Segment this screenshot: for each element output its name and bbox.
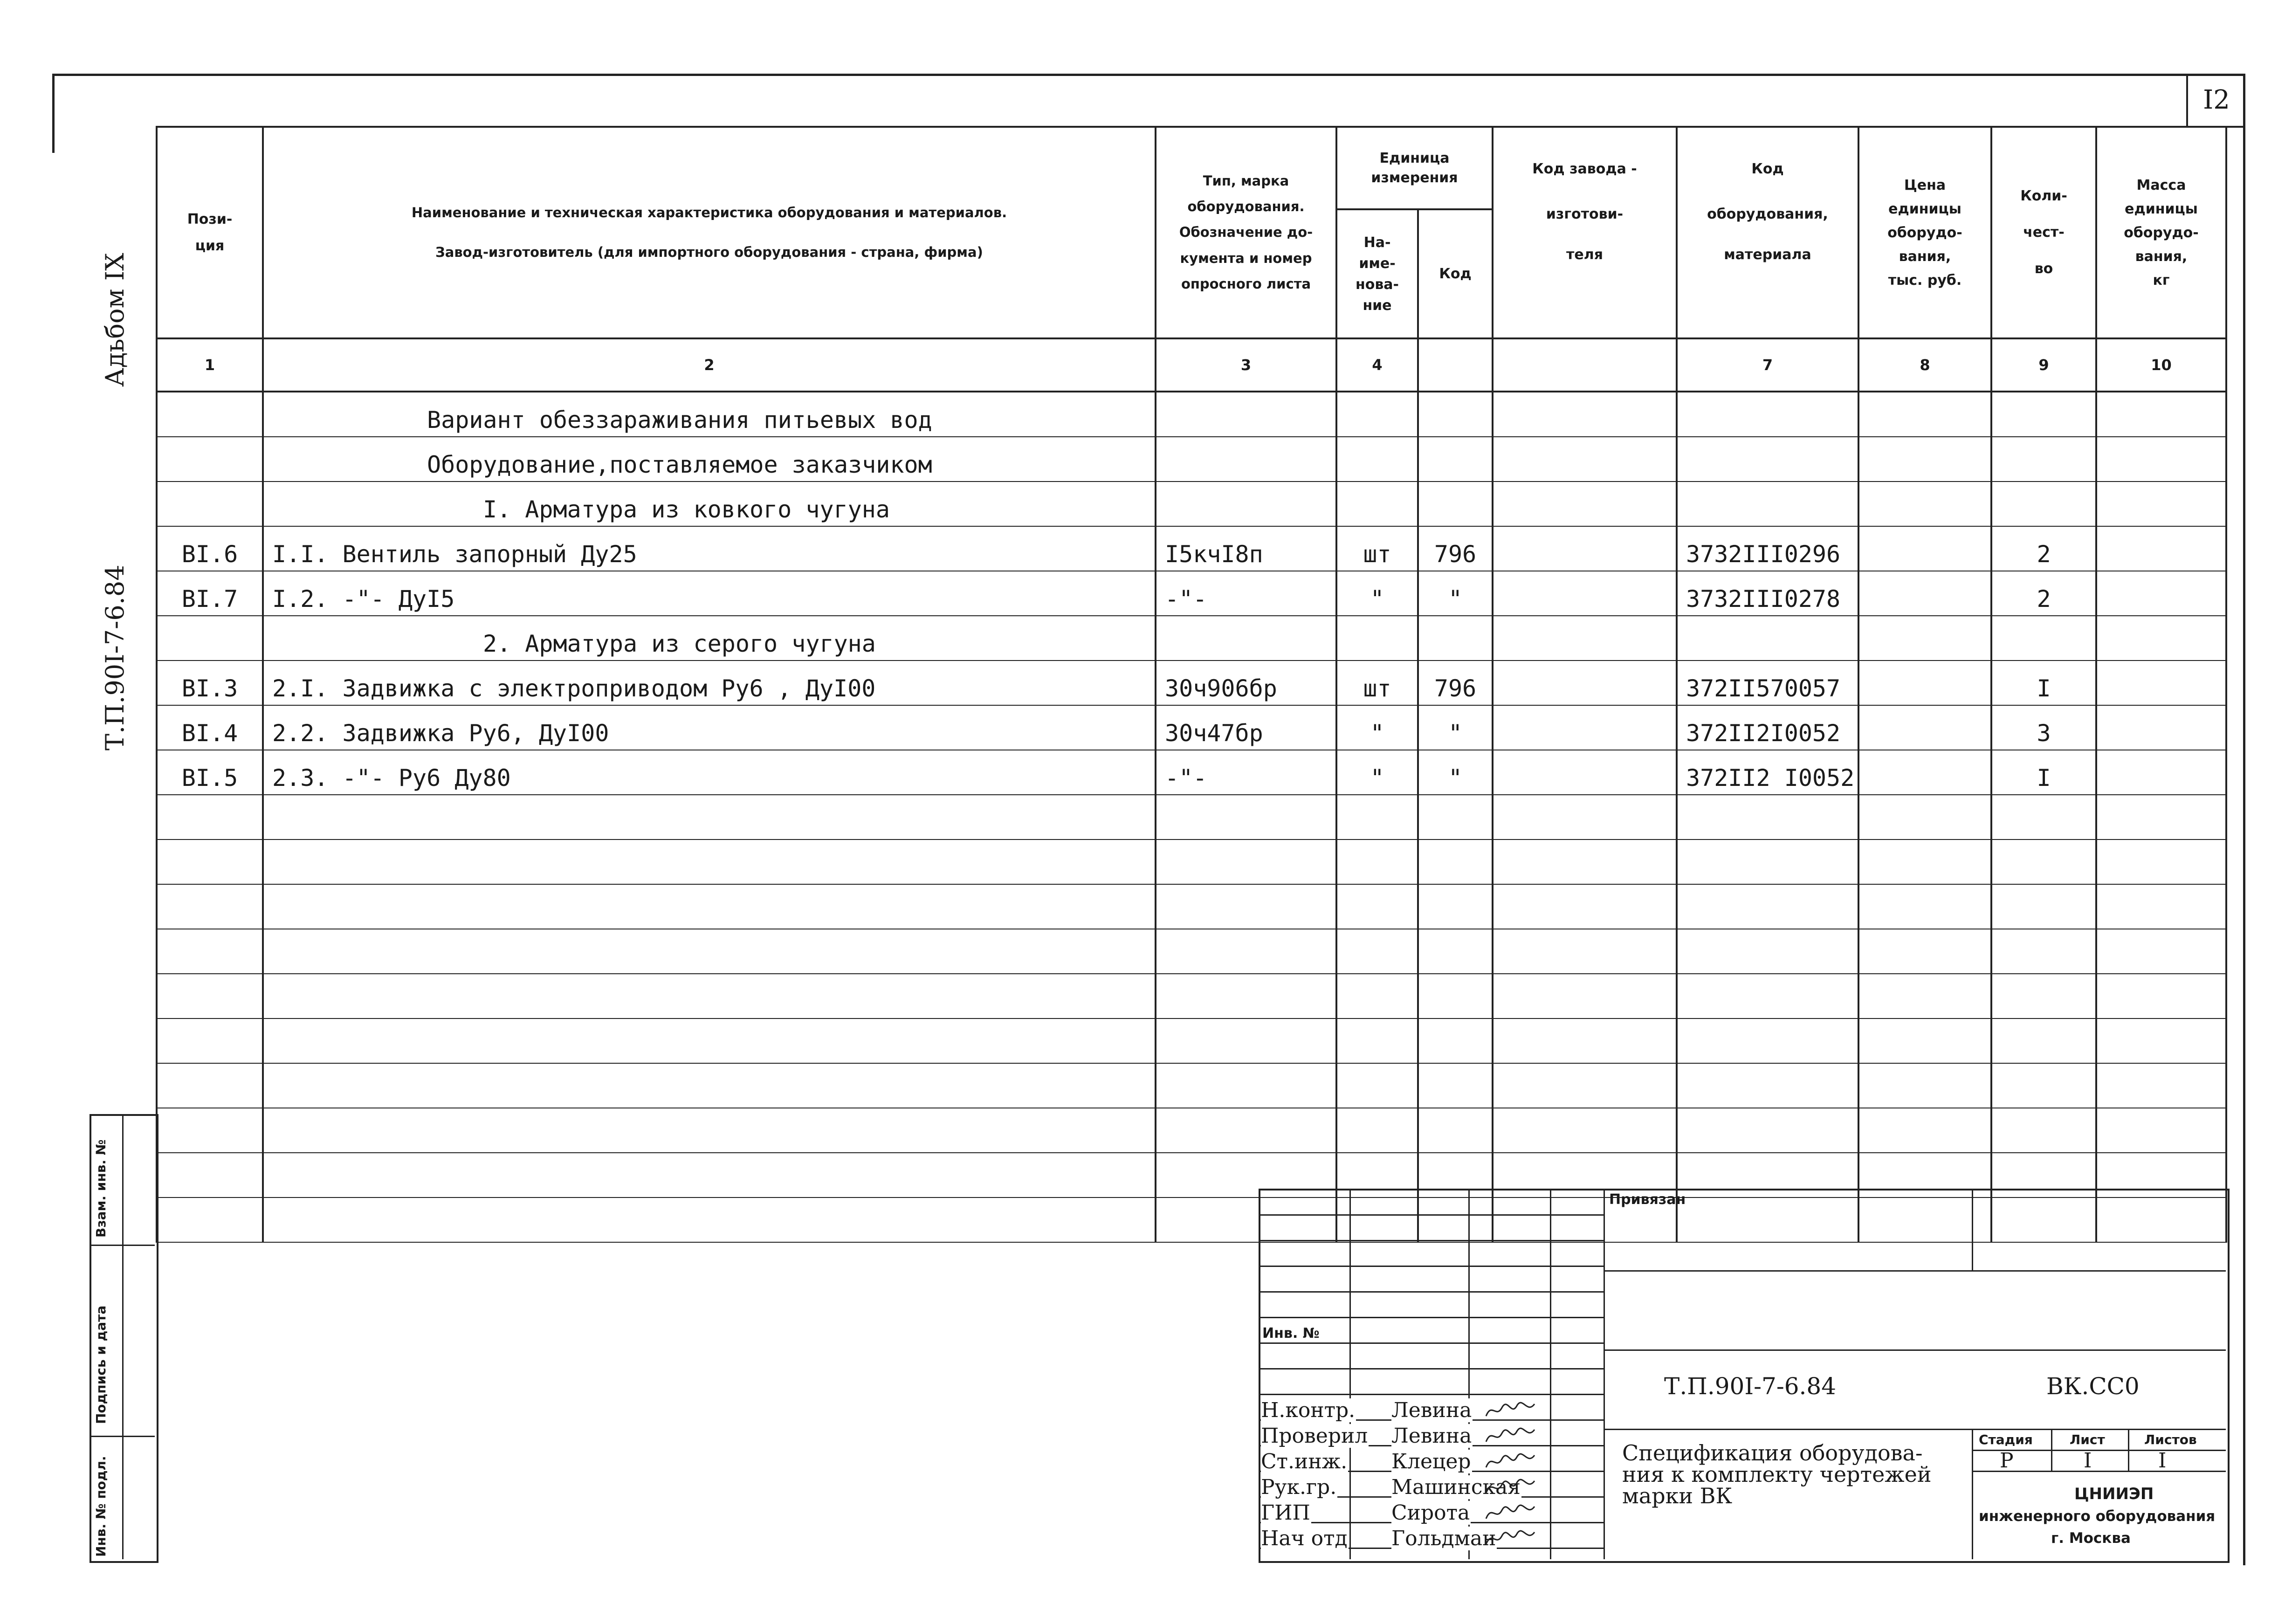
cell-type	[1156, 482, 1336, 526]
cell-price	[1858, 392, 1991, 437]
cell-name: Вариант обеззараживания питьевых вод	[263, 392, 1156, 437]
cell-manufacturer-code	[1493, 571, 1677, 616]
signatory-name: Клецер	[1391, 1450, 1471, 1473]
empty-cell	[1156, 795, 1336, 840]
empty-cell	[263, 1108, 1156, 1153]
cell-mass	[2096, 392, 2226, 437]
stamp-mark: ВК.СС0	[2046, 1373, 2140, 1400]
empty-cell	[2096, 795, 2226, 840]
cell-mass	[2096, 526, 2226, 571]
stage-value: Р	[2000, 1449, 2014, 1473]
signature	[1482, 1474, 1538, 1500]
empty-cell	[1858, 1063, 1991, 1108]
cell-type: -"-	[1156, 571, 1336, 616]
signatory-role: Нач отд	[1261, 1527, 1348, 1550]
cell-name: I.2. -"- ДуI5	[263, 571, 1156, 616]
stamp-grid-row	[1259, 1394, 1604, 1395]
cell-quantity: 2	[1991, 526, 2096, 571]
header-price: Цена единицы оборудо- вания, тыс. руб.	[1858, 127, 1991, 338]
col-number: 8	[1858, 338, 1991, 392]
header-unit-name: На- име- нова- ние	[1336, 209, 1418, 338]
cell-unit-name	[1336, 616, 1418, 661]
cell-price	[1858, 437, 1991, 482]
stamp-line	[1604, 1270, 2226, 1272]
empty-cell	[1493, 884, 1677, 929]
cell-quantity: 3	[1991, 705, 2096, 750]
empty-cell	[1418, 884, 1493, 929]
stamp-title-line-1: Спецификация оборудова-	[1622, 1440, 1923, 1466]
empty-cell	[2096, 1018, 2226, 1063]
signatory-role: Рук.гр.	[1261, 1475, 1337, 1499]
stamp-grid-row	[1259, 1317, 1604, 1318]
table-row	[157, 750, 2226, 795]
sign-date-label: Подпись и дата	[93, 1305, 109, 1424]
cell-mass	[2096, 616, 2226, 661]
empty-cell	[1677, 1108, 1858, 1153]
stamp-grid-row	[1259, 1291, 1604, 1293]
empty-cell	[1493, 1108, 1677, 1153]
cell-type: 30ч906бр	[1156, 661, 1336, 705]
cell-mass	[2096, 705, 2226, 750]
signatory-role: Проверил	[1261, 1424, 1368, 1448]
cell-name: 2. Арматура из серого чугуна	[263, 616, 1156, 661]
header-quantity: Коли- чест- во	[1991, 127, 2096, 338]
empty-cell	[1858, 795, 1991, 840]
empty-cell	[263, 1063, 1156, 1108]
cell-quantity	[1991, 392, 2096, 437]
cell-manufacturer-code	[1493, 392, 1677, 437]
cell-manufacturer-code	[1493, 482, 1677, 526]
cell-manufacturer-code	[1493, 750, 1677, 795]
empty-cell	[263, 1153, 1156, 1197]
empty-cell	[1677, 1018, 1858, 1063]
cell-position	[157, 392, 263, 437]
cell-unit-code	[1418, 437, 1493, 482]
table-row	[157, 526, 2226, 571]
stage-divider	[1972, 1429, 1973, 1559]
signature	[1482, 1397, 1538, 1423]
left-strip-divider	[122, 1114, 124, 1559]
empty-cell	[157, 1018, 263, 1063]
cell-material-code: 372II570057	[1677, 661, 1858, 705]
empty-cell	[1493, 1063, 1677, 1108]
empty-cell	[1156, 884, 1336, 929]
sheets-label: Листов	[2144, 1432, 2197, 1447]
stamp-grid-row	[1259, 1214, 1604, 1216]
cell-position: BI.3	[157, 661, 263, 705]
empty-table-row	[157, 974, 2226, 1018]
privyazan-label: Привязан	[1609, 1191, 1686, 1208]
empty-cell	[1493, 929, 1677, 974]
table-row	[157, 571, 2226, 616]
signatory-name: Гольдман	[1391, 1527, 1496, 1550]
empty-cell	[1858, 974, 1991, 1018]
cell-position	[157, 437, 263, 482]
empty-cell	[1336, 840, 1418, 884]
cell-quantity	[1991, 437, 2096, 482]
cell-material-code	[1677, 482, 1858, 526]
col-number: 3	[1156, 338, 1336, 392]
cell-unit-code	[1418, 616, 1493, 661]
album-label: Адьбом IX	[100, 253, 130, 387]
empty-cell	[1336, 1018, 1418, 1063]
sheet-frame-left-tick	[52, 74, 55, 153]
cell-type	[1156, 616, 1336, 661]
signature	[1482, 1526, 1538, 1551]
table-row	[157, 392, 2226, 437]
col-number: 10	[2096, 338, 2226, 392]
empty-cell	[157, 1197, 263, 1242]
stamp-line	[1604, 1349, 2226, 1351]
col-number	[1418, 338, 1493, 392]
cell-material-code: 3732III0278	[1677, 571, 1858, 616]
cell-manufacturer-code	[1493, 526, 1677, 571]
cell-position: BI.5	[157, 750, 263, 795]
empty-cell	[263, 1018, 1156, 1063]
cell-price	[1858, 750, 1991, 795]
table-row	[157, 661, 2226, 705]
cell-mass	[2096, 482, 2226, 526]
col-number: 4	[1336, 338, 1418, 392]
col-number	[1493, 338, 1677, 392]
empty-cell	[1991, 840, 2096, 884]
cell-quantity	[1991, 482, 2096, 526]
empty-cell	[1493, 1018, 1677, 1063]
empty-cell	[1858, 840, 1991, 884]
cell-unit-code	[1418, 392, 1493, 437]
cell-material-code: 372II2I0052	[1677, 705, 1858, 750]
signatory-role: Н.контр.	[1261, 1398, 1356, 1422]
signature	[1482, 1423, 1538, 1449]
table-row	[157, 705, 2226, 750]
empty-table-row	[157, 884, 2226, 929]
cell-quantity: I	[1991, 750, 2096, 795]
empty-cell	[157, 1063, 263, 1108]
empty-cell	[263, 974, 1156, 1018]
table-row	[157, 437, 2226, 482]
empty-cell	[1991, 1063, 2096, 1108]
cell-quantity	[1991, 616, 2096, 661]
cell-unit-name	[1336, 392, 1418, 437]
empty-cell	[1677, 795, 1858, 840]
specification-table	[156, 126, 2227, 1243]
stamp-grid-col	[1550, 1189, 1551, 1559]
stage-label: Стадия	[1979, 1432, 2033, 1447]
empty-table-row	[157, 840, 2226, 884]
cell-type	[1156, 392, 1336, 437]
cell-price	[1858, 482, 1991, 526]
cell-position: BI.6	[157, 526, 263, 571]
cell-unit-name: "	[1336, 571, 1418, 616]
cell-quantity: 2	[1991, 571, 2096, 616]
cell-unit-name: шт	[1336, 661, 1418, 705]
cell-quantity: I	[1991, 661, 2096, 705]
empty-cell	[2096, 929, 2226, 974]
signatory-name: Левина	[1391, 1398, 1472, 1422]
stamp-title-line-2: ния к комплекту чертежей	[1622, 1462, 1932, 1487]
empty-cell	[1991, 795, 2096, 840]
cell-type: 30ч47бр	[1156, 705, 1336, 750]
cell-name: 2.2. Задвижка Ру6, ДуI00	[263, 705, 1156, 750]
cell-material-code: 372II2 I0052	[1677, 750, 1858, 795]
inv-replace-label: Взам. инв. №	[93, 1139, 109, 1238]
empty-cell	[1493, 840, 1677, 884]
empty-cell	[1156, 1018, 1336, 1063]
empty-cell	[2096, 1108, 2226, 1153]
empty-cell	[1336, 1063, 1418, 1108]
header-type: Тип, марка оборудования. Обозначение до- кумента и номер опросного листа	[1156, 127, 1336, 338]
empty-cell	[1336, 1108, 1418, 1153]
cell-price	[1858, 661, 1991, 705]
empty-cell	[1418, 1108, 1493, 1153]
empty-cell	[263, 795, 1156, 840]
cell-name: I. Арматура из ковкого чугуна	[263, 482, 1156, 526]
empty-cell	[1156, 1108, 1336, 1153]
empty-cell	[1156, 974, 1336, 1018]
cell-name: Оборудование,поставляемое заказчиком	[263, 437, 1156, 482]
empty-cell	[1156, 840, 1336, 884]
empty-cell	[1336, 974, 1418, 1018]
empty-cell	[263, 929, 1156, 974]
cell-mass	[2096, 750, 2226, 795]
signature	[1482, 1449, 1538, 1474]
header-material-code: Код оборудования, материала	[1677, 127, 1858, 338]
stamp-grid-row	[1259, 1342, 1604, 1344]
left-strip-line-1	[89, 1245, 155, 1246]
cell-unit-code: "	[1418, 705, 1493, 750]
cell-unit-code: 796	[1418, 526, 1493, 571]
cell-manufacturer-code	[1493, 661, 1677, 705]
empty-cell	[1418, 840, 1493, 884]
empty-table-row	[157, 1108, 2226, 1153]
cell-type	[1156, 437, 1336, 482]
cell-manufacturer-code	[1493, 616, 1677, 661]
empty-cell	[2096, 840, 2226, 884]
header-position: Пози- ция	[157, 127, 263, 338]
header-name: Наименование и техническая характеристика оборудования и материалов. Завод-изготовитель (для импортного оборудования - страна, фирма)	[263, 127, 1156, 338]
empty-cell	[1156, 929, 1336, 974]
stamp-title-line-3: марки ВК	[1622, 1483, 1733, 1508]
empty-cell	[1418, 1063, 1493, 1108]
signatory-name: Сирота	[1391, 1501, 1470, 1525]
sheet-label: Лист	[2070, 1432, 2105, 1447]
stamp-grid-row	[1259, 1266, 1604, 1267]
cell-unit-code: 796	[1418, 661, 1493, 705]
cell-price	[1858, 616, 1991, 661]
stamp-divider	[1972, 1189, 1973, 1270]
header-unit: Единица измерения	[1336, 127, 1493, 209]
empty-cell	[1336, 929, 1418, 974]
empty-cell	[1677, 840, 1858, 884]
cell-unit-code	[1418, 482, 1493, 526]
table-row	[157, 482, 2226, 526]
cell-price	[1858, 571, 1991, 616]
empty-table-row	[157, 929, 2226, 974]
column-number-row	[157, 338, 2226, 392]
cell-name: 2.I. Задвижка с электроприводом Ру6 , ДуI00	[263, 661, 1156, 705]
header-manufacturer-code: Код завода - изготови- теля	[1493, 127, 1677, 338]
empty-cell	[157, 884, 263, 929]
empty-cell	[1418, 795, 1493, 840]
stamp-line	[1604, 1429, 2226, 1430]
empty-cell	[1858, 1108, 1991, 1153]
empty-cell	[1858, 1018, 1991, 1063]
cell-material-code	[1677, 437, 1858, 482]
empty-table-row	[157, 1063, 2226, 1108]
cell-manufacturer-code	[1493, 705, 1677, 750]
col-number: 1	[157, 338, 263, 392]
cell-position	[157, 482, 263, 526]
org-name-2: инженерного оборудования	[1979, 1508, 2216, 1525]
empty-cell	[157, 795, 263, 840]
signature	[1482, 1500, 1538, 1526]
cell-material-code: 3732III0296	[1677, 526, 1858, 571]
header-mass: Масса единицы оборудо- вания, кг	[2096, 127, 2226, 338]
cell-unit-name	[1336, 437, 1418, 482]
empty-cell	[1493, 974, 1677, 1018]
empty-cell	[1156, 1063, 1336, 1108]
cell-price	[1858, 705, 1991, 750]
cell-name: I.I. Вентиль запорный Ду25	[263, 526, 1156, 571]
empty-cell	[1991, 884, 2096, 929]
cell-type: -"-	[1156, 750, 1336, 795]
header-unit-code: Код	[1418, 209, 1493, 338]
cell-mass	[2096, 571, 2226, 616]
empty-cell	[1677, 929, 1858, 974]
empty-cell	[2096, 974, 2226, 1018]
empty-cell	[157, 1153, 263, 1197]
empty-cell	[2096, 884, 2226, 929]
empty-cell	[1418, 974, 1493, 1018]
org-city: г. Москва	[2051, 1530, 2131, 1547]
table-row	[157, 616, 2226, 661]
empty-cell	[1677, 884, 1858, 929]
cell-position	[157, 616, 263, 661]
left-strip-line-2	[89, 1436, 155, 1437]
cell-unit-name	[1336, 482, 1418, 526]
cell-unit-name: "	[1336, 750, 1418, 795]
empty-cell	[263, 1197, 1156, 1242]
cell-material-code	[1677, 616, 1858, 661]
empty-cell	[1336, 795, 1418, 840]
stamp-grid-col	[1349, 1189, 1351, 1559]
stamp-grid-row	[1259, 1240, 1604, 1241]
empty-cell	[157, 974, 263, 1018]
header-row	[157, 127, 2226, 209]
cell-price	[1858, 526, 1991, 571]
empty-cell	[1991, 1018, 2096, 1063]
signatory-role: ГИП	[1261, 1501, 1310, 1525]
col-number: 9	[1991, 338, 2096, 392]
cell-mass	[2096, 437, 2226, 482]
col-number: 7	[1677, 338, 1858, 392]
empty-table-row	[157, 795, 2226, 840]
empty-cell	[1418, 929, 1493, 974]
signatory-role: Ст.инж.	[1261, 1450, 1348, 1473]
empty-cell	[2096, 1063, 2226, 1108]
empty-cell	[1493, 795, 1677, 840]
cell-unit-name: шт	[1336, 526, 1418, 571]
signatory-name: Левина	[1391, 1424, 1472, 1448]
left-doc-code: Т.П.90I-7-6.84	[100, 564, 130, 750]
col-number: 2	[263, 338, 1156, 392]
sheet-value: I	[2084, 1449, 2092, 1473]
cell-unit-name: "	[1336, 705, 1418, 750]
cell-position: BI.7	[157, 571, 263, 616]
specification-body	[157, 392, 2226, 1242]
inv-orig-label: Инв. № подл.	[93, 1456, 109, 1557]
empty-cell	[1418, 1018, 1493, 1063]
sheet-number: I2	[2186, 74, 2245, 128]
empty-table-row	[157, 1018, 2226, 1063]
empty-cell	[263, 884, 1156, 929]
empty-cell	[1991, 929, 2096, 974]
stamp-doc-code: Т.П.90I-7-6.84	[1664, 1373, 1837, 1400]
cell-type: I5кчI8п	[1156, 526, 1336, 571]
stamp-divider	[1604, 1189, 1605, 1559]
cell-name: 2.3. -"- Ру6 Ду80	[263, 750, 1156, 795]
empty-cell	[1677, 1063, 1858, 1108]
cell-manufacturer-code	[1493, 437, 1677, 482]
empty-cell	[1858, 929, 1991, 974]
sheets-value: I	[2158, 1449, 2167, 1473]
cell-unit-code: "	[1418, 571, 1493, 616]
stamp-grid-row	[1259, 1368, 1604, 1369]
empty-cell	[157, 840, 263, 884]
empty-cell	[1991, 1108, 2096, 1153]
empty-cell	[1677, 974, 1858, 1018]
empty-cell	[1858, 884, 1991, 929]
empty-cell	[1991, 974, 2096, 1018]
org-name-1: ЦНИИЭП	[2074, 1485, 2154, 1503]
signatory-name: Машинская	[1391, 1475, 1521, 1499]
cell-unit-code: "	[1418, 750, 1493, 795]
cell-material-code	[1677, 392, 1858, 437]
cell-mass	[2096, 661, 2226, 705]
cell-position: BI.4	[157, 705, 263, 750]
empty-cell	[157, 1108, 263, 1153]
empty-cell	[263, 840, 1156, 884]
empty-cell	[1336, 884, 1418, 929]
empty-cell	[157, 929, 263, 974]
inv-no-label: Инв. №	[1262, 1325, 1322, 1342]
